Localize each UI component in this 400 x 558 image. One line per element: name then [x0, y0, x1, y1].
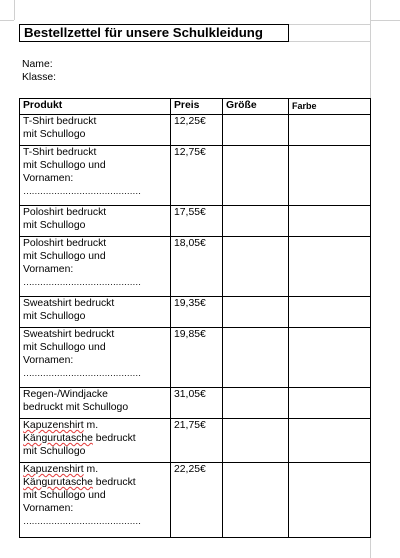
- price-cell: 18,05€: [171, 237, 223, 297]
- product-text-line: Vornamen:: [23, 173, 74, 184]
- product-text-line: mit Schullogo: [23, 129, 86, 140]
- table-header-row: [20, 99, 371, 115]
- product-text-line: Kängurutasche bedruckt: [23, 433, 136, 444]
- size-input-cell[interactable]: [223, 328, 289, 388]
- product-cell: [20, 206, 171, 237]
- product-text-line: Poloshirt bedruckt: [23, 238, 107, 249]
- title-guide: [289, 24, 370, 25]
- margin-guide-top: [0, 20, 14, 21]
- product-text-line: Vornamen:: [23, 355, 74, 366]
- price-cell: 22,25€: [171, 463, 223, 538]
- spellcheck-word: Kängurutasche: [23, 477, 93, 488]
- color-input-cell[interactable]: [289, 463, 371, 538]
- product-text-line: Sweatshirt bedruckt: [23, 298, 115, 309]
- product-text-line: mit Schullogo und: [23, 251, 106, 262]
- product-text-line: mit Schullogo: [23, 446, 86, 457]
- product-cell: [20, 388, 171, 419]
- color-input-cell[interactable]: [289, 328, 371, 388]
- color-input-cell[interactable]: [289, 206, 371, 237]
- product-text-line: T-Shirt bedruckt: [23, 116, 97, 127]
- product-text-line: Sweatshirt bedruckt: [23, 329, 115, 340]
- table-row: [20, 463, 371, 538]
- product-text-line: mit Schullogo: [23, 220, 86, 231]
- header-price: Preis: [171, 99, 223, 115]
- size-input-cell[interactable]: [223, 146, 289, 206]
- product-text-line: mit Schullogo und: [23, 342, 106, 353]
- size-input-cell[interactable]: [223, 237, 289, 297]
- product-text-line: bedruckt mit Schullogo: [23, 402, 129, 413]
- product-cell: [20, 115, 171, 146]
- price-cell: 17,55€: [171, 206, 223, 237]
- table-row: [20, 237, 371, 297]
- name-write-line: ……………………………………: [23, 186, 141, 196]
- product-text-line: Vornamen:: [23, 264, 74, 275]
- product-text-line: mit Schullogo und: [23, 490, 106, 501]
- margin-guide-top-right: [370, 20, 400, 21]
- color-input-cell[interactable]: [289, 297, 371, 328]
- product-text-line: mit Schullogo und: [23, 160, 106, 171]
- order-table: [19, 98, 371, 538]
- name-write-line: ……………………………………: [23, 516, 141, 526]
- document-title: Bestellzettel für unsere Schulkleidung: [19, 24, 289, 42]
- color-input-cell[interactable]: [289, 146, 371, 206]
- margin-guide-left: [14, 0, 15, 20]
- header-product: Produkt: [20, 99, 171, 115]
- table-row: [20, 388, 371, 419]
- price-cell: 12,75€: [171, 146, 223, 206]
- size-input-cell[interactable]: [223, 206, 289, 237]
- price-cell: 19,85€: [171, 328, 223, 388]
- product-cell: [20, 463, 171, 538]
- table-row: [20, 206, 371, 237]
- size-input-cell[interactable]: [223, 388, 289, 419]
- product-text-line: Kapuzenshirt m.: [23, 464, 99, 475]
- price-cell: 12,25€: [171, 115, 223, 146]
- size-input-cell[interactable]: [223, 463, 289, 538]
- product-text-line: Regen-/Windjacke: [23, 389, 108, 400]
- size-input-cell[interactable]: [223, 419, 289, 463]
- table-row: [20, 115, 371, 146]
- product-cell: [20, 297, 171, 328]
- product-text-line: mit Schullogo: [23, 311, 86, 322]
- header-color: Farbe: [289, 99, 371, 115]
- product-text-line: Poloshirt bedruckt: [23, 207, 107, 218]
- price-cell: 31,05€: [171, 388, 223, 419]
- product-cell: [20, 237, 171, 297]
- size-input-cell[interactable]: [223, 297, 289, 328]
- product-cell: [20, 146, 171, 206]
- product-text-line: Kängurutasche bedruckt: [23, 477, 136, 488]
- table-row: [20, 146, 371, 206]
- color-input-cell[interactable]: [289, 237, 371, 297]
- name-write-line: ……………………………………: [23, 368, 141, 378]
- spellcheck-word: Kängurutasche: [23, 433, 93, 444]
- header-size: Größe: [223, 99, 289, 115]
- product-text-line: T-Shirt bedruckt: [23, 147, 97, 158]
- product-cell: [20, 328, 171, 388]
- table-row: [20, 419, 371, 463]
- color-input-cell[interactable]: [289, 419, 371, 463]
- size-input-cell[interactable]: [223, 115, 289, 146]
- product-text-line: Kapuzenshirt m.: [23, 420, 99, 431]
- spellcheck-word: Kapuzenshirt: [23, 464, 84, 475]
- spellcheck-word: Kapuzenshirt: [23, 420, 84, 431]
- name-field-label: Name:: [22, 59, 53, 70]
- table-row: [20, 297, 371, 328]
- title-guide-bottom: [289, 41, 370, 42]
- table-row: [20, 328, 371, 388]
- price-cell: 19,35€: [171, 297, 223, 328]
- color-input-cell[interactable]: [289, 388, 371, 419]
- price-cell: 21,75€: [171, 419, 223, 463]
- name-write-line: ……………………………………: [23, 277, 141, 287]
- product-text-line: Vornamen:: [23, 503, 74, 514]
- order-table-body: [20, 115, 371, 538]
- color-input-cell[interactable]: [289, 115, 371, 146]
- product-cell: [20, 419, 171, 463]
- class-field-label: Klasse:: [22, 72, 57, 83]
